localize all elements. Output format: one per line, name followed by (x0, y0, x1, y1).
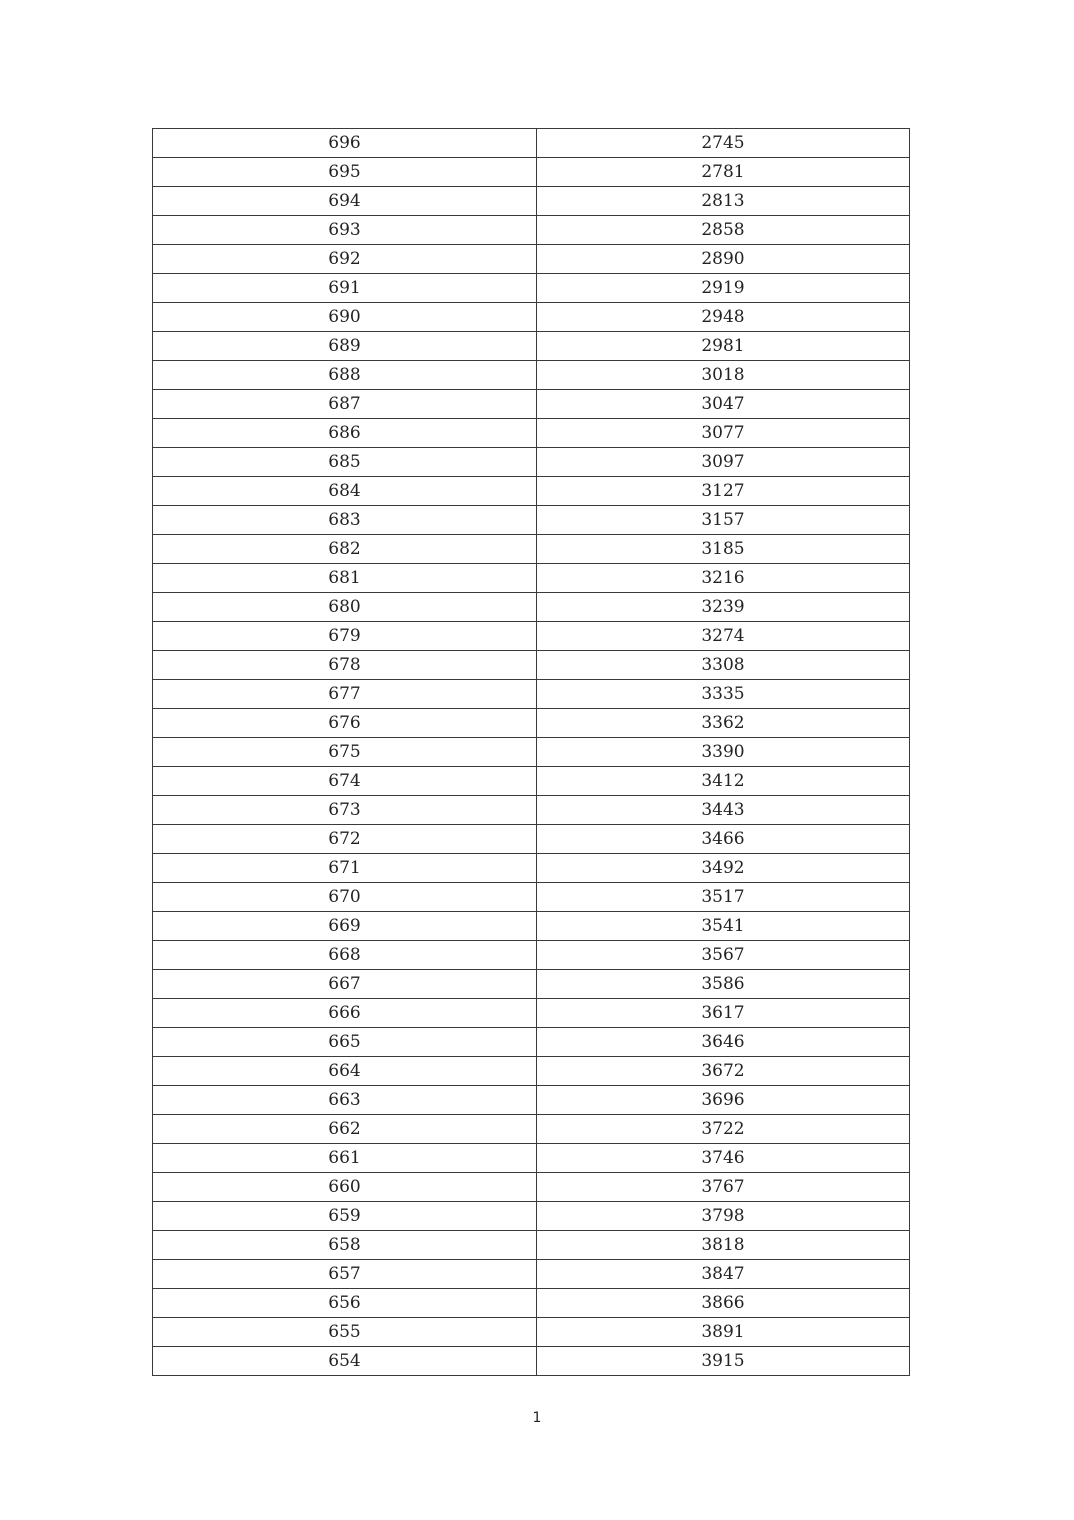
score-cell: 656 (153, 1289, 537, 1318)
rank-cell: 3335 (537, 680, 910, 709)
table-row (153, 1144, 910, 1173)
rank-cell: 3891 (537, 1318, 910, 1347)
score-cell: 679 (153, 622, 537, 651)
rank-cell: 3847 (537, 1260, 910, 1289)
score-cell: 654 (153, 1347, 537, 1376)
rank-cell: 3798 (537, 1202, 910, 1231)
table-row (153, 941, 910, 970)
rank-cell: 3274 (537, 622, 910, 651)
table-row (153, 332, 910, 361)
score-cell: 658 (153, 1231, 537, 1260)
score-cell: 695 (153, 158, 537, 187)
score-cell: 688 (153, 361, 537, 390)
table-row (153, 564, 910, 593)
table-row (153, 1028, 910, 1057)
table-row (153, 651, 910, 680)
rank-cell: 3443 (537, 796, 910, 825)
rank-cell: 2781 (537, 158, 910, 187)
score-cell: 674 (153, 767, 537, 796)
table-row (153, 738, 910, 767)
rank-cell: 3672 (537, 1057, 910, 1086)
rank-cell: 3866 (537, 1289, 910, 1318)
score-cell: 655 (153, 1318, 537, 1347)
score-cell: 683 (153, 506, 537, 535)
score-cell: 661 (153, 1144, 537, 1173)
rank-cell: 3617 (537, 999, 910, 1028)
table-row (153, 535, 910, 564)
rank-cell: 3722 (537, 1115, 910, 1144)
table-row (153, 1202, 910, 1231)
table-row (153, 129, 910, 158)
score-cell: 696 (153, 129, 537, 158)
table-row (153, 970, 910, 999)
rank-cell: 3767 (537, 1173, 910, 1202)
score-cell: 690 (153, 303, 537, 332)
score-cell: 682 (153, 535, 537, 564)
table-row (153, 1115, 910, 1144)
table-row (153, 419, 910, 448)
score-rank-table (152, 128, 910, 1376)
score-cell: 685 (153, 448, 537, 477)
table-row (153, 448, 910, 477)
table-row (153, 1231, 910, 1260)
score-cell: 689 (153, 332, 537, 361)
score-cell: 676 (153, 709, 537, 738)
table-row (153, 680, 910, 709)
table-row (153, 1173, 910, 1202)
table-row (153, 361, 910, 390)
rank-cell: 3127 (537, 477, 910, 506)
score-cell: 680 (153, 593, 537, 622)
table-row (153, 158, 910, 187)
rank-cell: 2890 (537, 245, 910, 274)
score-cell: 678 (153, 651, 537, 680)
rank-cell: 3185 (537, 535, 910, 564)
rank-cell: 3466 (537, 825, 910, 854)
table-row (153, 593, 910, 622)
rank-cell: 3746 (537, 1144, 910, 1173)
rank-cell: 2919 (537, 274, 910, 303)
score-cell: 671 (153, 854, 537, 883)
rank-cell: 2858 (537, 216, 910, 245)
rank-cell: 3077 (537, 419, 910, 448)
score-cell: 666 (153, 999, 537, 1028)
score-cell: 692 (153, 245, 537, 274)
table-row (153, 245, 910, 274)
score-cell: 686 (153, 419, 537, 448)
score-cell: 670 (153, 883, 537, 912)
score-cell: 677 (153, 680, 537, 709)
rank-cell: 3567 (537, 941, 910, 970)
table-row (153, 1347, 910, 1376)
table-row (153, 825, 910, 854)
score-cell: 691 (153, 274, 537, 303)
rank-cell: 2813 (537, 187, 910, 216)
table-row (153, 883, 910, 912)
score-cell: 675 (153, 738, 537, 767)
table-row (153, 999, 910, 1028)
rank-cell: 2948 (537, 303, 910, 332)
table-row (153, 1260, 910, 1289)
rank-cell: 2981 (537, 332, 910, 361)
score-cell: 662 (153, 1115, 537, 1144)
score-cell: 659 (153, 1202, 537, 1231)
table-row (153, 912, 910, 941)
score-cell: 660 (153, 1173, 537, 1202)
table-row (153, 854, 910, 883)
score-cell: 672 (153, 825, 537, 854)
score-cell: 694 (153, 187, 537, 216)
rank-cell: 3412 (537, 767, 910, 796)
table-row (153, 477, 910, 506)
rank-cell: 3696 (537, 1086, 910, 1115)
score-cell: 681 (153, 564, 537, 593)
rank-cell: 3818 (537, 1231, 910, 1260)
rank-cell: 3541 (537, 912, 910, 941)
table-row (153, 709, 910, 738)
rank-cell: 3239 (537, 593, 910, 622)
table-row (153, 1318, 910, 1347)
page-number: 1 (532, 1410, 542, 1426)
table-row (153, 390, 910, 419)
rank-cell: 3646 (537, 1028, 910, 1057)
table-row (153, 1086, 910, 1115)
score-cell: 664 (153, 1057, 537, 1086)
rank-cell: 3492 (537, 854, 910, 883)
table-row (153, 622, 910, 651)
table-row (153, 1289, 910, 1318)
rank-cell: 3216 (537, 564, 910, 593)
rank-cell: 3586 (537, 970, 910, 999)
table-row (153, 767, 910, 796)
score-cell: 684 (153, 477, 537, 506)
rank-cell: 3018 (537, 361, 910, 390)
score-cell: 673 (153, 796, 537, 825)
table-row (153, 216, 910, 245)
score-cell: 665 (153, 1028, 537, 1057)
rank-cell: 3390 (537, 738, 910, 767)
score-cell: 663 (153, 1086, 537, 1115)
rank-cell: 3157 (537, 506, 910, 535)
rank-cell: 3517 (537, 883, 910, 912)
rank-cell: 3047 (537, 390, 910, 419)
rank-cell: 2745 (537, 129, 910, 158)
score-cell: 657 (153, 1260, 537, 1289)
table-row (153, 303, 910, 332)
score-cell: 668 (153, 941, 537, 970)
rank-cell: 3915 (537, 1347, 910, 1376)
table-row (153, 1057, 910, 1086)
rank-cell: 3308 (537, 651, 910, 680)
table-row (153, 274, 910, 303)
rank-cell: 3097 (537, 448, 910, 477)
rank-cell: 3362 (537, 709, 910, 738)
score-cell: 693 (153, 216, 537, 245)
table-row (153, 796, 910, 825)
score-cell: 667 (153, 970, 537, 999)
table-row (153, 506, 910, 535)
table-row (153, 187, 910, 216)
score-cell: 687 (153, 390, 537, 419)
score-cell: 669 (153, 912, 537, 941)
table-body (153, 129, 910, 1376)
